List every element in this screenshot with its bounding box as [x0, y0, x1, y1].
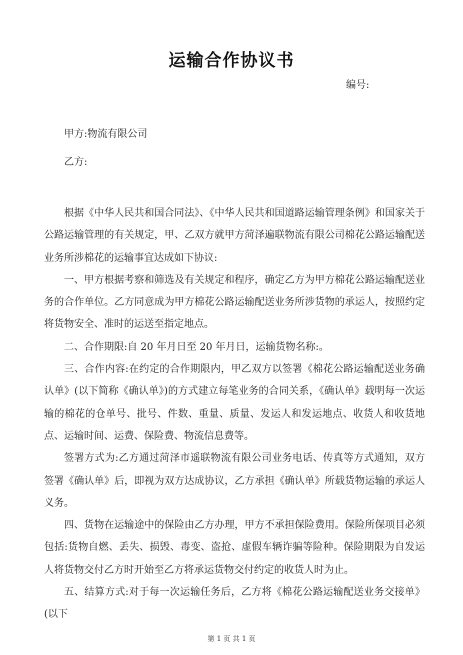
paragraph-clause-2: 二、合作期限:自 20 年月日至 20 年月日，运输货物名称:。 [64, 341, 329, 353]
paragraph-clause-4: 四、货物在运输途中的保险由乙方办理，甲方不承担保险费用。保险所保项目必须包括:货物自燃、丢失、损毁、毒变、盗抢、虚假车辆诈骗等险种。保险期限为自发运人将货物交付乙方时开始至乙方将承运货物交付约定的收货人时为止。 [44, 520, 425, 576]
party-b: 乙方: [64, 157, 88, 168]
document-number-label: 编号: [346, 80, 370, 91]
document-title: 运输合作协议书 [168, 51, 295, 71]
paragraph-clause-3: 三、合作内容:在约定的合作期限内，甲乙双方以签署《棉花公路运输配送业务确认单》(以下简称《确认单》)的方式建立每笔业务的合同关系，《确认单》载明每一次运输的棉花的仓单号、批号、件数、重量、质量、发运人和发运地点、收货人和收货地点、运输时间、运费、保险费、物流信息费等。 [44, 364, 425, 442]
paragraph-preamble: 根据《中华人民共和国合同法》、《中华人民共和国道路运输管理条例》和国家关于公路运输管理的有关规定，甲、乙双方就甲方菏泽遍联物流有限公司棉花公路运输配送业务所涉棉花的运输事宜达成如下协议: [44, 208, 425, 264]
paragraph-signing-method: 签署方式为:乙方通过菏泽市遥联物流有限公司业务电话、传真等方式通知，双方签署《确认单》后，即视为双方达成协议，乙方承担《确认单》所载货物运输的承运人义务。 [44, 453, 425, 509]
party-a: 甲方:物流有限公司 [64, 129, 148, 140]
paragraph-clause-5: 五、结算方式:对于每一次运输任务后，乙方将《棉花公路运输配送业务交接单》(以下 [44, 587, 425, 621]
paragraph-clause-1: 一、甲方根据考察和筛选及有关规定和程序，确定乙方为甲方棉花公路运输配送业务的合作单位。乙方同意成为甲方棉花公路运输配送业务所涉货物的承运人，按照约定将货物安全、准时的运送至指定地点。 [44, 274, 425, 331]
contract-body [44, 203, 425, 627]
page-footer: 第 1 页 共 1 页 [207, 635, 256, 643]
